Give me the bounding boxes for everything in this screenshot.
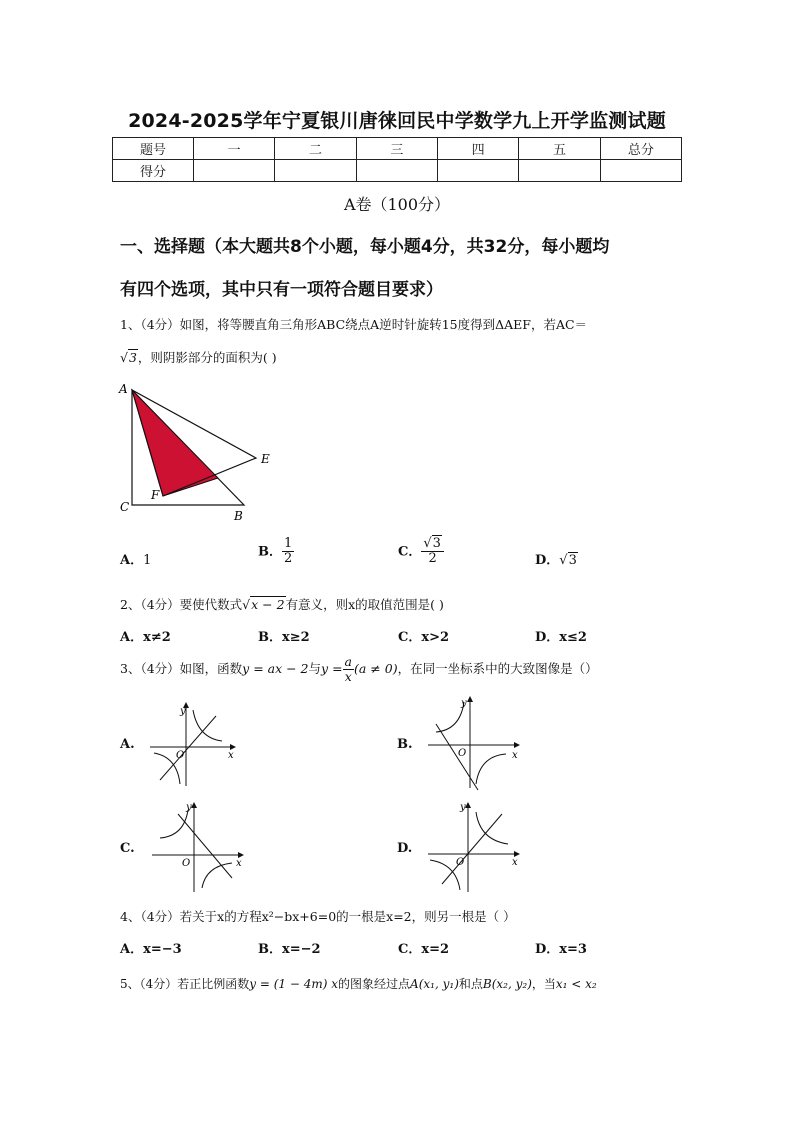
x-axis-label: x	[236, 858, 242, 869]
label-a: A	[119, 382, 128, 396]
score-input-cell[interactable]	[275, 160, 356, 182]
q1-option-a[interactable]	[120, 549, 151, 568]
q3-graph-c[interactable]	[148, 800, 248, 894]
score-header-cell: 四	[437, 138, 518, 160]
page-title: 2024-2025学年宁夏银川唐徕回民中学数学九上开学监测试题	[128, 110, 666, 132]
q3-option-d[interactable]: D.	[397, 841, 413, 856]
q3-option-c[interactable]: C.	[120, 841, 135, 856]
q4-option-d[interactable]: D．x=3	[535, 942, 587, 957]
y-axis-arrow	[467, 696, 473, 702]
shaded-region	[132, 390, 218, 496]
score-table-score-row	[113, 160, 682, 182]
q2-option-a[interactable]: A．x≠2	[120, 630, 171, 645]
q3-function-2-fraction: $\frac{a}{x}$	[344, 654, 352, 684]
score-header-cell: 总分	[600, 138, 681, 160]
q5-function: y = (1 − 4m) x	[249, 977, 339, 991]
hyperbola-branch	[202, 863, 232, 888]
q3-function-1: y = ax − 2	[242, 660, 309, 676]
q1-text: 1、（4分）如图，将等腰直角三角形ABC绕点A逆时针旋转15度得到ΔAEF，若AC＝	[120, 317, 588, 332]
q3-graph-a[interactable]	[146, 700, 242, 790]
q1-triangle-figure	[112, 378, 282, 526]
y-axis-label: y	[461, 698, 467, 709]
q2-option-c[interactable]: C．x>2	[398, 630, 450, 645]
x-axis-label: x	[512, 857, 518, 868]
section-heading-line2: 有四个选项，其中只有一项符合题目要求）	[120, 280, 443, 300]
score-header-cell: 题号	[113, 138, 194, 160]
score-input-cell[interactable]	[437, 160, 518, 182]
origin-label: O	[458, 748, 467, 759]
fraction: $\frac{√3}{2}$	[421, 537, 444, 567]
q2-radicand: x − 2	[251, 597, 285, 612]
hyperbola-branch	[476, 754, 506, 784]
x-axis-label: x	[228, 750, 234, 761]
label-e: E	[261, 452, 270, 466]
q3-graph-d[interactable]	[424, 800, 524, 894]
part-title: A卷（100分）	[343, 195, 451, 214]
q1-option-b[interactable]	[258, 537, 294, 567]
q4-option-c[interactable]: C．x=2	[398, 942, 450, 957]
label-f: F	[151, 488, 160, 502]
y-axis-arrow	[191, 802, 197, 808]
option-letter: C．	[398, 544, 422, 560]
q2-option-b[interactable]: B．x≥2	[258, 630, 310, 645]
q4-option-a[interactable]: A．x=−3	[120, 942, 182, 957]
score-header-cell: 一	[194, 138, 275, 160]
score-input-cell[interactable]	[356, 160, 437, 182]
label-c: C	[120, 500, 130, 514]
score-input-cell[interactable]	[519, 160, 600, 182]
option-value: 3	[568, 553, 577, 568]
option-letter: D．	[535, 553, 560, 568]
origin-label: O	[182, 858, 191, 869]
origin-label: O	[456, 857, 465, 868]
y-axis-label: y	[186, 802, 192, 813]
q3-option-a[interactable]: A.	[120, 737, 135, 752]
q5-condition: x₁ < x₂	[555, 977, 597, 991]
line-graph	[442, 814, 502, 884]
score-table-header-row	[113, 138, 682, 160]
option-letter: B．	[258, 544, 282, 560]
q1-option-c[interactable]	[398, 537, 444, 567]
y-axis-label: y	[460, 802, 466, 813]
q1-sqrt-value: 3	[128, 350, 137, 365]
option-letter: A．	[120, 553, 144, 568]
hyperbola-branch	[436, 702, 464, 732]
hyperbola-branch	[160, 810, 188, 838]
line-graph	[160, 716, 216, 780]
x-axis-arrow	[514, 742, 520, 748]
y-axis-label: y	[180, 706, 186, 717]
q1-text2: ，则阴影部分的面积为( )	[137, 350, 277, 365]
q2-option-d[interactable]: D．x≤2	[535, 630, 587, 645]
q5-point-b: B(x₂, y₂)	[482, 977, 532, 991]
score-table	[112, 137, 682, 182]
section-heading-line1: 一、选择题（本大题共8个小题，每小题4分，共32分，每小题均	[120, 237, 610, 257]
origin-label: O	[176, 750, 185, 761]
q1-option-d[interactable]: D．√3	[535, 553, 577, 568]
label-b: B	[234, 509, 243, 523]
q3-graph-b[interactable]	[424, 692, 524, 792]
score-row-label: 得分	[113, 160, 194, 182]
score-input-cell[interactable]	[194, 160, 275, 182]
q5-text: 5、（4分）若正比例函数y = (1 − 4m) x的图象经过点A(x₁, y₁)和点B(x₂, y₂)，当x₁ < x₂	[120, 977, 597, 991]
score-header-cell: 二	[275, 138, 356, 160]
q4-option-b[interactable]: B．x=−2	[258, 942, 321, 957]
y-axis-arrow	[465, 802, 471, 808]
line-graph	[436, 724, 478, 790]
fraction: $\frac{1}{2}$	[284, 536, 293, 567]
score-header-cell: 五	[519, 138, 600, 160]
score-input-cell[interactable]	[600, 160, 681, 182]
q3-text: 3、（4分）如图，函数y = ax − 2与y = $\frac{a}{x}$ (a ≠ 0)，在同一坐标系中的大致图像是（）	[120, 654, 598, 684]
q3-option-b[interactable]: B.	[397, 737, 413, 752]
q1-text-line2: √3，则阴影部分的面积为( )	[120, 350, 277, 365]
score-header-cell: 三	[356, 138, 437, 160]
q5-point-a: A(x₁, y₁)	[410, 977, 459, 991]
option-value: 1	[143, 553, 152, 568]
q2-text: 2、（4分）要使代数式√x − 2有意义，则x的取值范围是( )	[120, 597, 444, 612]
x-axis-label: x	[512, 750, 518, 761]
q4-text: 4、（4分）若关于x的方程x²−bx+6=0的一根是x=2，则另一根是（ ）	[120, 909, 516, 924]
